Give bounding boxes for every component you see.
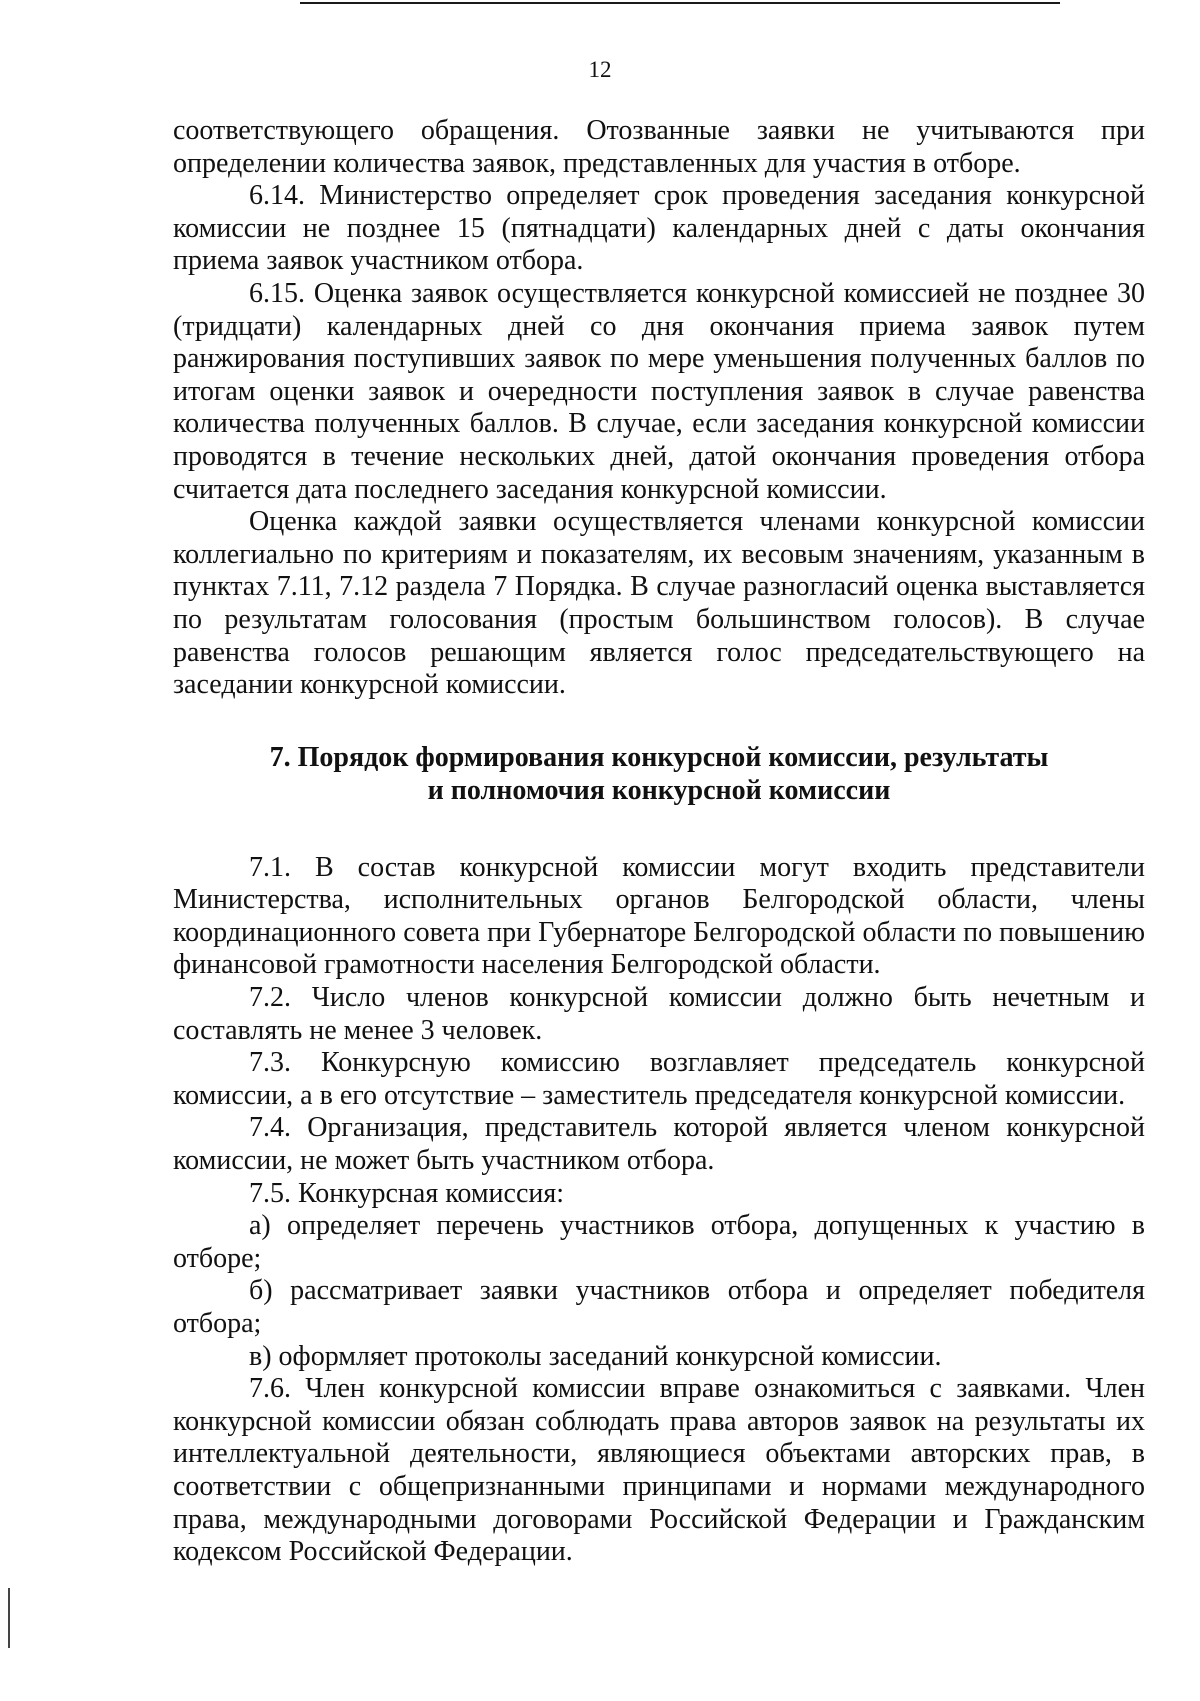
document-body [173, 115, 1145, 1569]
paragraph-6-14: 6.14. Министерство определяет срок проведения заседания конкурсной комиссии не позднее 15 (пятнадцати) календарных дней с даты окончания приема заявок участником отбора. [173, 180, 1145, 277]
paragraph-6-15: 6.15. Оценка заявок осуществляется конкурсной комиссией не позднее 30 (тридцати) календарных дней со дня окончания приема заявок путем ранжирования поступивших заявок по мере уменьшения полученных баллов по итогам оценки заявок и очередности поступления заявок в случае равенства количества полученных баллов. В случае, если заседания конкурсной комиссии проводятся в течение нескольких дней, датой окончания проведения отбора считается дата последнего заседания конкурсной комиссии. [173, 277, 1145, 505]
paragraph: соответствующего обращения. Отозванные заявки не учитываются при определении количества заявок, представленных для участия в отборе. [173, 115, 1145, 179]
section-heading [173, 741, 1145, 807]
paragraph-7-2: 7.2. Число членов конкурсной комиссии должно быть нечетным и составлять не менее 3 человек. [173, 982, 1145, 1046]
paragraph-7-6: 7.6. Член конкурсной комиссии вправе ознакомиться с заявками. Член конкурсной комиссии обязан соблюдать права авторов заявок на результаты их интеллектуальной деятельности, являющиеся объектами авторских прав, в соответствии с общепризнанными принципами и нормами международного права, международными договорами Российской Федерации и Гражданским кодексом Российской Федерации. [173, 1373, 1145, 1568]
scan-edge-mark [8, 1588, 10, 1648]
page-number: 12 [588, 57, 612, 82]
list-item-v: в) оформляет протоколы заседаний конкурсной комиссии. [249, 1340, 942, 1372]
paragraphs-before-section [173, 115, 1145, 702]
paragraph-7-3: 7.3. Конкурсную комиссию возглавляет председатель конкурсной комиссии, а в его отсутствие – заместитель председателя конкурсной комиссии. [173, 1047, 1145, 1111]
paragraphs-after-section [173, 852, 1145, 1569]
section-heading-line: и полномочия конкурсной комиссии [427, 774, 891, 806]
scan-edge-line [300, 2, 1060, 4]
paragraph-7-5: 7.5. Конкурсная комиссия: [249, 1177, 565, 1209]
section-heading-line: 7. Порядок формирования конкурсной комиссии, результаты [269, 741, 1049, 773]
list-item-b: б) рассматривает заявки участников отбора и определяет победителя отбора; [173, 1275, 1145, 1339]
paragraph-7-4: 7.4. Организация, представитель которой является членом конкурсной комиссии, не может быть участником отбора. [173, 1112, 1145, 1177]
paragraph-7-1: 7.1. В состав конкурсной комиссии могут входить представители Министерства, исполнительных органов Белгородской области, члены координационного совета при Губернаторе Белгородской области по повышению финансовой грамотности населения Белгородской области. [173, 851, 1145, 981]
paragraph: Оценка каждой заявки осуществляется членами конкурсной комиссии коллегиально по критериям и показателям, их весовым значениям, указанным в пунктах 7.11, 7.12 раздела 7 Порядка. В случае разногласий оценка выставляется по результатам голосования (простым большинством голосов). В случае равенства голосов решающим является голос председательствующего на заседании конкурсной комиссии. [173, 506, 1145, 701]
list-item-a: а) определяет перечень участников отбора, допущенных к участию в отборе; [173, 1210, 1145, 1274]
